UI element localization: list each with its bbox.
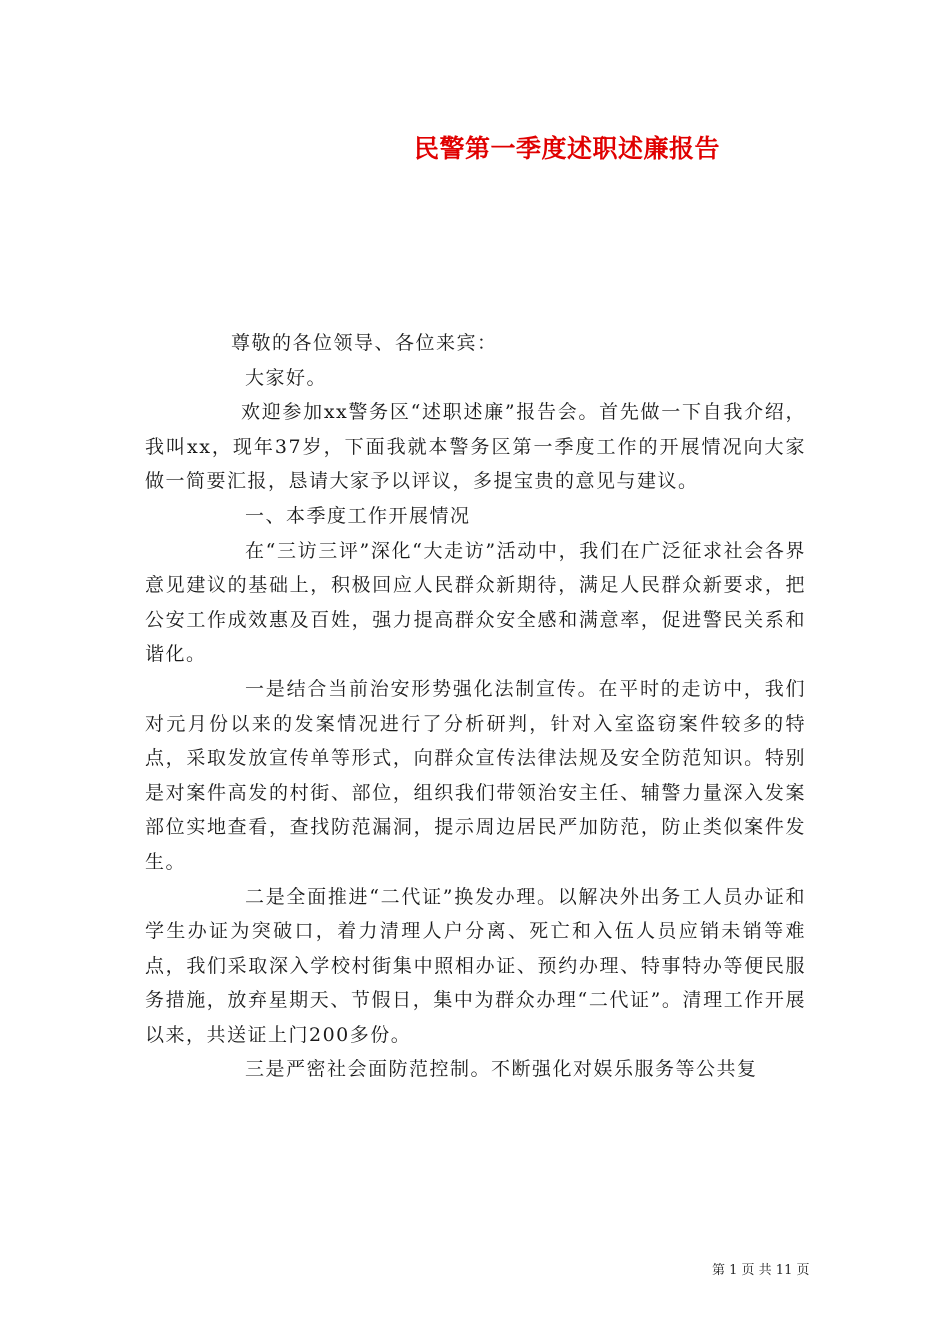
paragraph-point-three: 三是严密社会面防范控制。不断强化对娱乐服务等公共复	[245, 1058, 758, 1081]
page-number-footer: 第 1 页 共 11 页	[712, 1263, 810, 1278]
hello-line: 大家好。	[245, 366, 328, 389]
paragraph-activity: 在“三访三评”深化“大走访”活动中，我们在广泛征求社会各界意见建议的基础上，积极回应人民群众新期待，满足人民群众新要求，把公安工作成效惠及百姓，强力提高群众安全感和满意率，促进警民关系和谐化。	[145, 539, 806, 666]
document-title: 民警第一季度述职述廉报告	[414, 134, 721, 163]
paragraph-intro: 欢迎参加xx警务区“述职述廉”报告会。首先做一下自我介绍，我叫xx，现年37岁，下面我就本警务区第一季度工作的开展情况向大家做一简要汇报，恳请大家予以评议，多提宝贵的意见与建议。	[145, 401, 806, 493]
greeting-line: 尊敬的各位领导、各位来宾：	[231, 332, 498, 354]
document-body	[145, 326, 806, 1087]
paragraph-point-one: 一是结合当前治安形势强化法制宣传。在平时的走访中，我们对元月份以来的发案情况进行了分析研判，针对入室盗窃案件较多的特点，采取发放宣传单等形式，向群众宣传法律法规及安全防范知识。特别是对案件高发的村街、部位，组织我们带领治安主任、辅警力量深入发案部位实地查看，查找防范漏洞，提示周边居民严加防范，防止类似案件发生。	[145, 677, 806, 873]
section-heading: 一、本季度工作开展情况	[245, 504, 471, 527]
paragraph-point-two: 二是全面推进“二代证”换发办理。以解决外出务工人员办证和学生办证为突破口，着力清理人户分离、死亡和入伍人员应销未销等难点，我们采取深入学校村街集中照相办证、预约办理、特事特办等便民服务措施，放弃星期天、节假日，集中为群众办理“二代证”。清理工作开展以来，共送证上门200多份。	[145, 885, 806, 1046]
